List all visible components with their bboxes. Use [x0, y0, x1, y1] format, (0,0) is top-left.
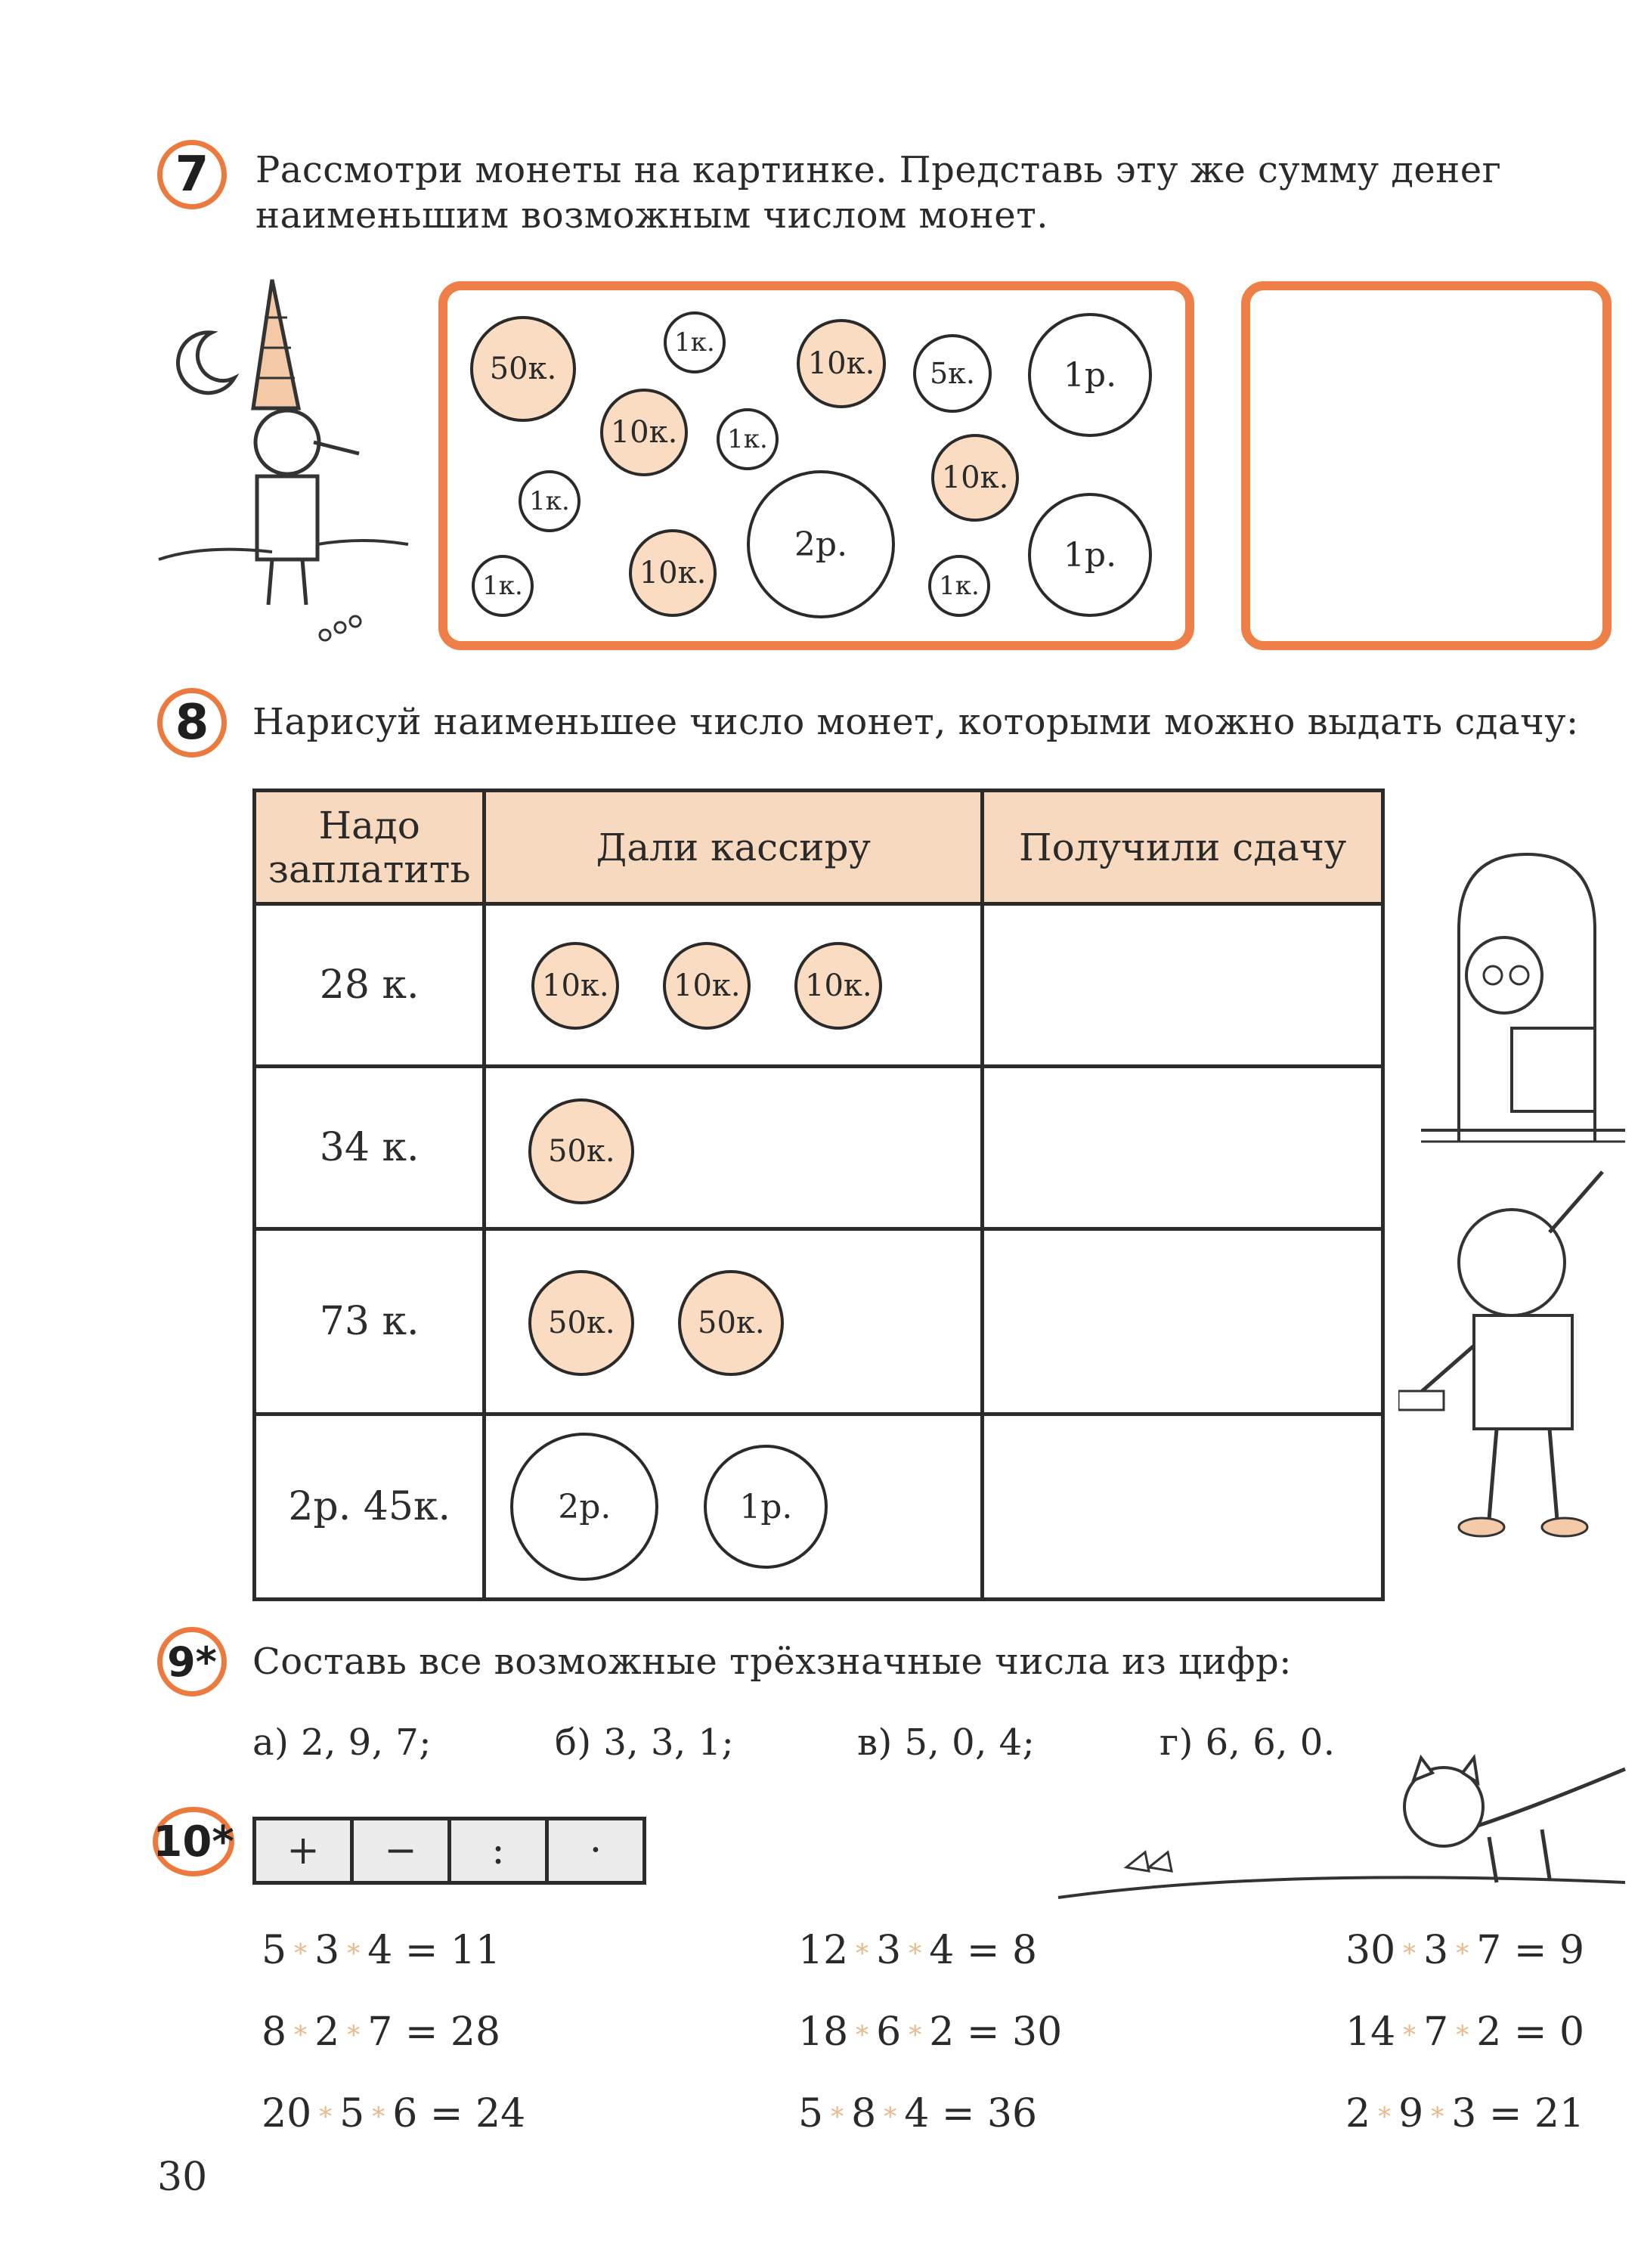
eq-result: = 11	[404, 1928, 501, 1973]
eq-number: 4	[929, 1928, 955, 1973]
eq-number: 4	[367, 1928, 393, 1973]
coin: 5к.	[913, 334, 992, 413]
eq-number: 14	[1345, 2009, 1396, 2055]
operator-multiply: ·	[589, 1828, 602, 1873]
operator-plus: +	[256, 1820, 354, 1881]
eq-number: 20	[262, 2091, 312, 2136]
eq-number: 3	[876, 1928, 902, 1973]
eq-number: 7	[1476, 1928, 1502, 1973]
task-9-option: в) 5, 0, 4;	[857, 1721, 1036, 1764]
task-9-option: б) 3, 3, 1;	[555, 1721, 735, 1764]
star-icon: *	[909, 1938, 922, 1969]
eq-result: = 0	[1513, 2009, 1585, 2055]
eq-number: 2	[1345, 2091, 1371, 2136]
star-icon: *	[1403, 1938, 1417, 1969]
equation	[262, 2091, 525, 2136]
coin: 1р.	[1028, 313, 1152, 437]
coin: 1р.	[704, 1445, 828, 1569]
equation	[262, 1928, 500, 1973]
coin: 1к.	[472, 555, 534, 617]
star-icon: *	[1431, 2101, 1444, 2132]
boy-with-cap-illustration	[144, 272, 416, 650]
coin: 10к.	[794, 942, 882, 1030]
change-table	[252, 789, 1385, 1601]
eq-number: 18	[798, 2009, 849, 2055]
star-icon: *	[294, 1938, 308, 1969]
cashier-illustration	[1413, 839, 1633, 1157]
star-icon: *	[856, 2019, 869, 2050]
eq-result: = 30	[966, 2009, 1063, 2055]
eq-number: 8	[851, 2091, 877, 2136]
star-icon: *	[347, 2019, 361, 2050]
header-given: Дали кассиру	[485, 791, 983, 904]
coin: 1к.	[717, 408, 779, 470]
task-9-option: а) 2, 9, 7;	[252, 1721, 432, 1764]
header-pay: Надо заплатить	[255, 791, 485, 904]
task-9-option: г) 6, 6, 0.	[1160, 1721, 1336, 1764]
eq-number: 7	[367, 2009, 393, 2055]
task-9-badge: 9*	[157, 1627, 227, 1696]
change-answer-cell[interactable]	[983, 1229, 1383, 1414]
star-icon: *	[1403, 2019, 1417, 2050]
eq-number: 3	[1423, 1928, 1449, 1973]
eq-number: 4	[904, 2091, 930, 2136]
equation	[798, 2091, 1037, 2136]
task-8-text: Нарисуй наименьшее число монет, которыми можно выдать сдачу:	[252, 701, 1579, 743]
coin: 50к.	[528, 1098, 634, 1204]
star-icon: *	[294, 2019, 308, 2050]
eq-number: 5	[262, 1928, 287, 1973]
equation	[1345, 1928, 1584, 1973]
table-row	[255, 1229, 1383, 1414]
star-icon: *	[884, 2101, 897, 2132]
star-icon: *	[1456, 2019, 1469, 2050]
operator-divide: :	[451, 1820, 549, 1881]
eq-number: 2	[314, 2009, 340, 2055]
eq-number: 3	[1451, 2091, 1477, 2136]
eq-number: 3	[314, 1928, 340, 1973]
operator-minus: −	[354, 1820, 451, 1881]
amount-cell: 28 к.	[255, 904, 485, 1067]
change-answer-cell[interactable]	[983, 1414, 1383, 1600]
eq-number: 30	[1345, 1928, 1396, 1973]
equation	[1345, 2091, 1584, 2136]
given-cell	[485, 1067, 983, 1229]
boy-with-coin-illustration	[1398, 1164, 1640, 1542]
given-cell	[485, 904, 983, 1067]
eq-number: 5	[798, 2091, 824, 2136]
eq-result: = 24	[429, 2091, 526, 2136]
eq-number: 6	[392, 2091, 418, 2136]
coin: 1к.	[519, 470, 581, 532]
coin: 1к.	[664, 311, 726, 373]
eq-number: 6	[876, 2009, 902, 2055]
coin: 2р.	[747, 470, 895, 618]
change-answer-cell[interactable]	[983, 1067, 1383, 1229]
star-icon: *	[319, 2101, 333, 2132]
given-cell	[485, 1414, 983, 1600]
header-change: Получили сдачу	[983, 791, 1383, 904]
star-icon: *	[831, 2101, 844, 2132]
eq-number: 2	[929, 2009, 955, 2055]
coin: 10к.	[931, 434, 1019, 522]
eq-number: 2	[1476, 2009, 1502, 2055]
coin: 10к.	[629, 529, 717, 617]
equation	[1345, 2009, 1584, 2055]
task-10-badge: 10*	[153, 1807, 234, 1876]
eq-number: 5	[339, 2091, 365, 2136]
table-header-row	[255, 791, 1383, 904]
coin: 1р.	[1028, 493, 1152, 617]
table-row	[255, 1414, 1383, 1600]
operator-strip	[252, 1817, 646, 1885]
task-7-text: Рассмотри монеты на картинке. Представь эту же сумму денег наименьшим возможным числом монет.	[255, 149, 1502, 237]
star-icon: *	[1378, 2101, 1392, 2132]
coin: 10к.	[600, 389, 688, 476]
eq-number: 12	[798, 1928, 849, 1973]
eq-number: 7	[1423, 2009, 1449, 2055]
star-icon: *	[856, 1938, 869, 1969]
coin: 2р.	[510, 1433, 658, 1581]
answer-box[interactable]	[1241, 281, 1612, 650]
star-icon: *	[1456, 1938, 1469, 1969]
amount-cell: 73 к.	[255, 1229, 485, 1414]
change-answer-cell[interactable]	[983, 904, 1383, 1067]
amount-cell: 2р. 45к.	[255, 1414, 485, 1600]
amount-cell: 34 к.	[255, 1067, 485, 1229]
coin: 1к.	[928, 555, 990, 617]
coin: 10к.	[531, 942, 619, 1030]
eq-number: 9	[1398, 2091, 1424, 2136]
table-row	[255, 1067, 1383, 1229]
table-row	[255, 904, 1383, 1067]
coin: 10к.	[797, 319, 886, 408]
task-7-badge: 7	[157, 140, 227, 209]
coin: 50к.	[470, 316, 576, 422]
eq-number: 8	[262, 2009, 287, 2055]
cat-illustration	[1051, 1754, 1633, 1905]
task-8-badge: 8	[157, 688, 227, 758]
eq-result: = 36	[941, 2091, 1038, 2136]
equation	[798, 1928, 1037, 1973]
star-icon: *	[372, 2101, 385, 2132]
coin: 10к.	[663, 942, 751, 1030]
page-number: 30	[157, 2155, 208, 2200]
task-9-text: Составь все возможные трёхзначные числа из цифр:	[252, 1641, 1292, 1683]
eq-result: = 28	[404, 2009, 501, 2055]
star-icon: *	[909, 2019, 922, 2050]
star-icon: *	[347, 1938, 361, 1969]
coin: 50к.	[528, 1270, 634, 1376]
eq-result: = 8	[966, 1928, 1038, 1973]
eq-result: = 21	[1488, 2091, 1585, 2136]
given-cell	[485, 1229, 983, 1414]
eq-result: = 9	[1513, 1928, 1585, 1973]
equation	[262, 2009, 500, 2055]
equation	[798, 2009, 1062, 2055]
coin: 50к.	[678, 1270, 784, 1376]
